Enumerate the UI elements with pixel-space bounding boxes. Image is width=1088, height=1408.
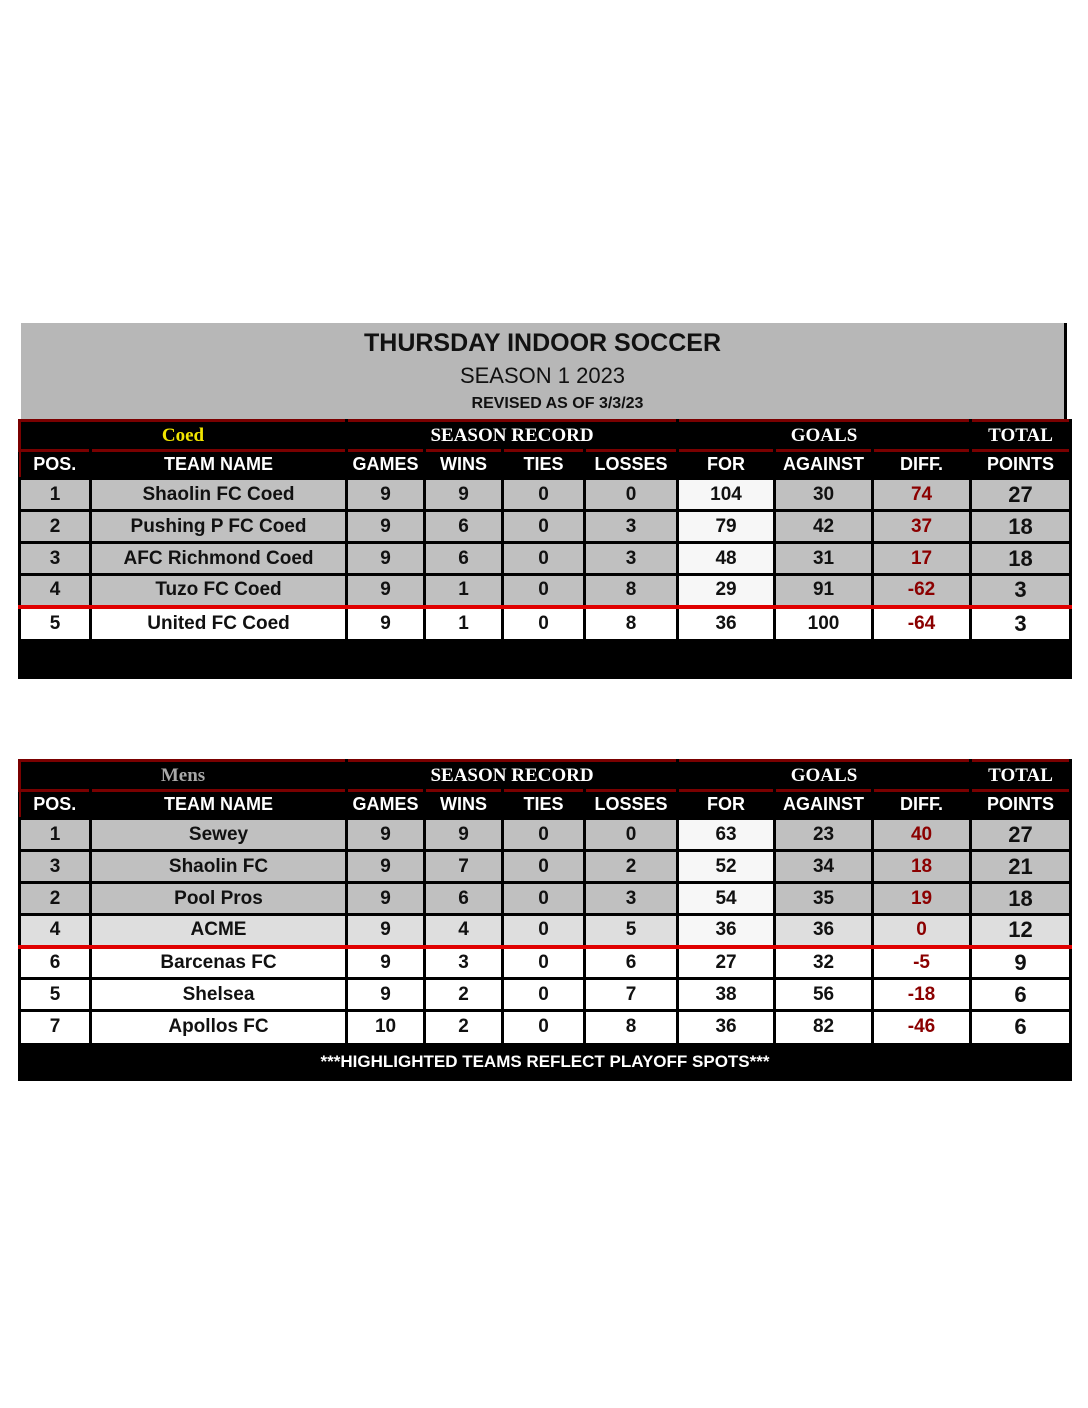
cell-team: Shaolin FC Coed xyxy=(91,479,347,511)
column-header: WINS xyxy=(425,451,503,479)
cell-against: 36 xyxy=(775,915,873,947)
column-header: TEAM NAME xyxy=(91,791,347,819)
cell-diff: -5 xyxy=(873,947,971,979)
cell-for: 38 xyxy=(678,979,775,1011)
cell-against: 100 xyxy=(775,607,873,639)
mens-column-header-row xyxy=(20,791,1071,819)
table-row xyxy=(20,947,1071,979)
cell-team: AFC Richmond Coed xyxy=(91,543,347,575)
coed-footer-bar xyxy=(20,639,1071,679)
cell-diff: 40 xyxy=(873,819,971,851)
cell-wins: 6 xyxy=(425,883,503,915)
mens-standings-table xyxy=(18,759,1072,1081)
cell-pos: 3 xyxy=(20,543,91,575)
column-header: WINS xyxy=(425,791,503,819)
goals-header: GOALS xyxy=(678,761,971,791)
division-label-mens: Mens xyxy=(20,761,347,791)
page-title: THURSDAY INDOOR SOCCER xyxy=(364,329,721,357)
cell-pos: 2 xyxy=(20,511,91,543)
cell-points: 21 xyxy=(971,851,1071,883)
cell-diff: 17 xyxy=(873,543,971,575)
season-label: SEASON 1 2023 xyxy=(459,363,626,388)
cell-ties: 0 xyxy=(503,511,585,543)
cell-pos: 5 xyxy=(20,607,91,639)
cell-wins: 1 xyxy=(425,575,503,607)
cell-for: 104 xyxy=(678,479,775,511)
cell-points: 12 xyxy=(971,915,1071,947)
cell-games: 9 xyxy=(347,851,425,883)
cell-games: 9 xyxy=(347,915,425,947)
cell-diff: 74 xyxy=(873,479,971,511)
column-header: POINTS xyxy=(971,791,1071,819)
coed-column-header-row xyxy=(20,451,1071,479)
cell-wins: 6 xyxy=(425,543,503,575)
cell-losses: 0 xyxy=(585,819,678,851)
cell-wins: 2 xyxy=(425,979,503,1011)
cell-pos: 4 xyxy=(20,575,91,607)
cell-games: 9 xyxy=(347,819,425,851)
column-header: DIFF. xyxy=(873,791,971,819)
mens-group-header-row xyxy=(20,761,1071,791)
cell-diff: -62 xyxy=(873,575,971,607)
cell-ties: 0 xyxy=(503,543,585,575)
column-header: TEAM NAME xyxy=(91,451,347,479)
cell-against: 82 xyxy=(775,1011,873,1043)
column-header: TIES xyxy=(503,451,585,479)
cell-pos: 5 xyxy=(20,979,91,1011)
cell-wins: 7 xyxy=(425,851,503,883)
table-row xyxy=(20,819,1071,851)
cell-diff: -18 xyxy=(873,979,971,1011)
cell-games: 9 xyxy=(347,543,425,575)
cell-for: 36 xyxy=(678,915,775,947)
cell-team: Barcenas FC xyxy=(91,947,347,979)
cell-losses: 8 xyxy=(585,1011,678,1043)
cell-team: Shaolin FC xyxy=(91,851,347,883)
cell-losses: 8 xyxy=(585,607,678,639)
cell-losses: 2 xyxy=(585,851,678,883)
cell-wins: 9 xyxy=(425,819,503,851)
cell-diff: 18 xyxy=(873,851,971,883)
cell-pos: 6 xyxy=(20,947,91,979)
cell-games: 9 xyxy=(347,575,425,607)
cell-team: Shelsea xyxy=(91,979,347,1011)
cell-ties: 0 xyxy=(503,1011,585,1043)
cell-for: 48 xyxy=(678,543,775,575)
table-row xyxy=(20,607,1071,639)
playoff-footnote-bar xyxy=(20,1043,1071,1081)
column-header: TIES xyxy=(503,791,585,819)
season-record-header: SEASON RECORD xyxy=(347,761,678,791)
cell-losses: 3 xyxy=(585,543,678,575)
table-row xyxy=(20,915,1071,947)
cell-team: Sewey xyxy=(91,819,347,851)
cell-pos: 1 xyxy=(20,819,91,851)
cell-against: 42 xyxy=(775,511,873,543)
cell-losses: 7 xyxy=(585,979,678,1011)
cell-against: 31 xyxy=(775,543,873,575)
cell-diff: 19 xyxy=(873,883,971,915)
cell-losses: 3 xyxy=(585,883,678,915)
cell-points: 3 xyxy=(971,575,1071,607)
table-row xyxy=(20,543,1071,575)
cell-ties: 0 xyxy=(503,883,585,915)
cell-games: 9 xyxy=(347,511,425,543)
cell-wins: 4 xyxy=(425,915,503,947)
cell-team: ACME xyxy=(91,915,347,947)
column-header: DIFF. xyxy=(873,451,971,479)
cell-games: 9 xyxy=(347,979,425,1011)
cell-ties: 0 xyxy=(503,479,585,511)
column-header: AGAINST xyxy=(775,451,873,479)
cell-diff: 0 xyxy=(873,915,971,947)
cell-team: Apollos FC xyxy=(91,1011,347,1043)
table-row xyxy=(20,575,1071,607)
column-header: POINTS xyxy=(971,451,1071,479)
table-row xyxy=(20,851,1071,883)
cell-pos: 2 xyxy=(20,883,91,915)
coed-standings-table xyxy=(18,419,1072,679)
cell-losses: 6 xyxy=(585,947,678,979)
cell-against: 23 xyxy=(775,819,873,851)
table-row xyxy=(20,1011,1071,1043)
cell-points: 27 xyxy=(971,479,1071,511)
cell-pos: 4 xyxy=(20,915,91,947)
cell-losses: 3 xyxy=(585,511,678,543)
cell-wins: 3 xyxy=(425,947,503,979)
column-header: LOSSES xyxy=(585,451,678,479)
cell-points: 6 xyxy=(971,1011,1071,1043)
cell-against: 56 xyxy=(775,979,873,1011)
cell-diff: 37 xyxy=(873,511,971,543)
cell-against: 32 xyxy=(775,947,873,979)
cell-against: 35 xyxy=(775,883,873,915)
cell-against: 34 xyxy=(775,851,873,883)
cell-points: 18 xyxy=(971,543,1071,575)
cell-team: Pool Pros xyxy=(91,883,347,915)
cell-points: 6 xyxy=(971,979,1071,1011)
cell-for: 54 xyxy=(678,883,775,915)
cell-wins: 1 xyxy=(425,607,503,639)
title-banner xyxy=(21,323,1067,419)
total-header: TOTAL xyxy=(971,421,1071,451)
division-label-coed: Coed xyxy=(20,421,347,451)
cell-losses: 8 xyxy=(585,575,678,607)
cell-against: 30 xyxy=(775,479,873,511)
cell-wins: 2 xyxy=(425,1011,503,1043)
cell-ties: 0 xyxy=(503,575,585,607)
cell-pos: 1 xyxy=(20,479,91,511)
column-header: FOR xyxy=(678,791,775,819)
cell-for: 52 xyxy=(678,851,775,883)
table-row xyxy=(20,511,1071,543)
coed-group-header-row xyxy=(20,421,1071,451)
cell-losses: 0 xyxy=(585,479,678,511)
cell-team: United FC Coed xyxy=(91,607,347,639)
total-header: TOTAL xyxy=(971,761,1071,791)
cell-for: 36 xyxy=(678,1011,775,1043)
cell-points: 18 xyxy=(971,511,1071,543)
cell-team: Tuzo FC Coed xyxy=(91,575,347,607)
cell-wins: 9 xyxy=(425,479,503,511)
column-header: LOSSES xyxy=(585,791,678,819)
cell-games: 10 xyxy=(347,1011,425,1043)
cell-ties: 0 xyxy=(503,915,585,947)
column-header: POS. xyxy=(20,451,91,479)
cell-for: 27 xyxy=(678,947,775,979)
cell-points: 3 xyxy=(971,607,1071,639)
cell-wins: 6 xyxy=(425,511,503,543)
cell-ties: 0 xyxy=(503,979,585,1011)
cell-points: 18 xyxy=(971,883,1071,915)
cell-pos: 3 xyxy=(20,851,91,883)
revised-date: REVISED AS OF 3/3/23 xyxy=(471,395,644,412)
playoff-footnote: ***HIGHLIGHTED TEAMS REFLECT PLAYOFF SPOTS*** xyxy=(20,1043,1071,1081)
goals-header: GOALS xyxy=(678,421,971,451)
cell-for: 79 xyxy=(678,511,775,543)
cell-losses: 5 xyxy=(585,915,678,947)
cell-ties: 0 xyxy=(503,947,585,979)
cell-games: 9 xyxy=(347,883,425,915)
cell-for: 29 xyxy=(678,575,775,607)
cell-diff: -46 xyxy=(873,1011,971,1043)
cell-games: 9 xyxy=(347,479,425,511)
cell-games: 9 xyxy=(347,607,425,639)
cell-for: 63 xyxy=(678,819,775,851)
column-header: GAMES xyxy=(347,451,425,479)
cell-ties: 0 xyxy=(503,819,585,851)
table-row xyxy=(20,883,1071,915)
column-header: FOR xyxy=(678,451,775,479)
cell-ties: 0 xyxy=(503,851,585,883)
season-record-header: SEASON RECORD xyxy=(347,421,678,451)
table-row xyxy=(20,979,1071,1011)
cell-points: 27 xyxy=(971,819,1071,851)
cell-games: 9 xyxy=(347,947,425,979)
column-header: POS. xyxy=(20,791,91,819)
cell-ties: 0 xyxy=(503,607,585,639)
cell-pos: 7 xyxy=(20,1011,91,1043)
cell-against: 91 xyxy=(775,575,873,607)
cell-diff: -64 xyxy=(873,607,971,639)
column-header: GAMES xyxy=(347,791,425,819)
cell-for: 36 xyxy=(678,607,775,639)
table-row xyxy=(20,479,1071,511)
cell-points: 9 xyxy=(971,947,1071,979)
column-header: AGAINST xyxy=(775,791,873,819)
cell-team: Pushing P FC Coed xyxy=(91,511,347,543)
